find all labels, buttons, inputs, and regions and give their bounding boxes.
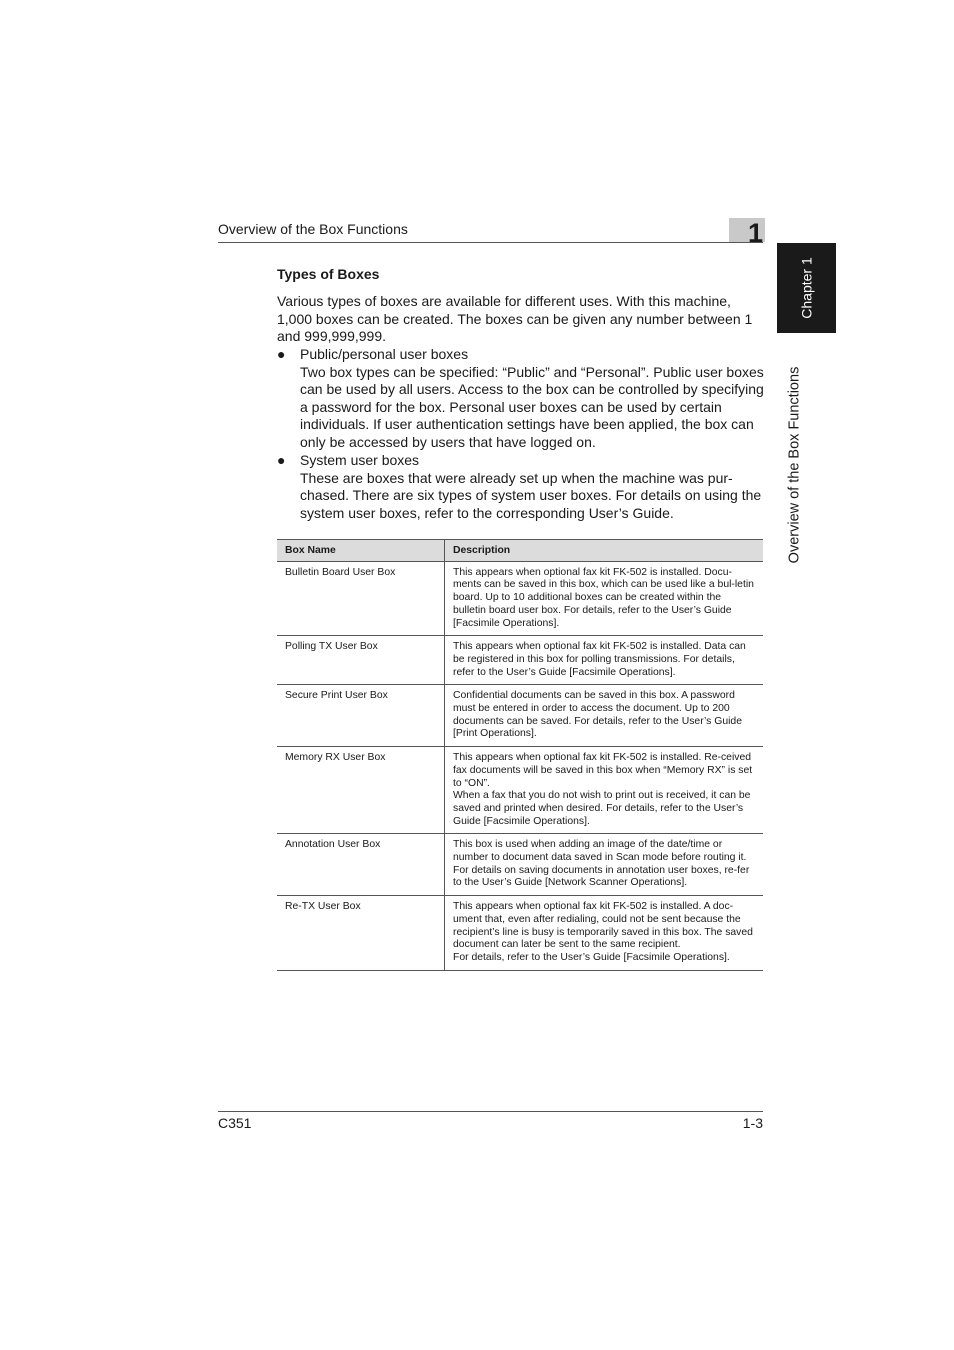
bullet-item (277, 346, 767, 451)
bullet-text: Two box types can be specified: “Public” and “Personal”. Public user boxes can be used by all users. Access to the box can be controlled by specifying a password for the box. Personal user boxes can be used by certain individuals. If user authentication settings have been applied, the box can only be accessed by users that have logged on. (300, 363, 764, 450)
box-name-cell: Re-TX User Box (277, 896, 445, 971)
table-header-row (277, 540, 763, 562)
description-text-continued: For details, refer to the User’s Guide [Facsimile Operations]. (453, 951, 730, 963)
table-row (277, 896, 763, 971)
table-row (277, 636, 763, 685)
table-row (277, 685, 763, 747)
footer-page-number: 1-3 (742, 1115, 763, 1131)
chapter-side-tab (777, 243, 836, 333)
chapter-side-tab-label: Chapter 1 (798, 257, 815, 319)
running-header-title: Overview of the Box Functions (218, 221, 408, 237)
bullet-item (277, 452, 767, 522)
section-side-tab (777, 335, 812, 595)
description-cell (445, 685, 764, 747)
bullet-icon: ● (277, 452, 286, 468)
chapter-number: 1 (747, 218, 763, 248)
description-text: This appears when optional fax kit FK-502 is installed. A doc-ument that, even after redialing, could not be sent because the recipient’s line is busy is temporarily saved in this box. The saved document can later be sent to the same recipient. (453, 901, 753, 951)
bullet-icon: ● (277, 346, 286, 362)
description-cell (445, 636, 764, 685)
description-text: This appears when optional fax kit FK-502 is installed. Data can be registered in this box for polling transmissions. For details, refer to the User’s Guide [Facsimile Operations]. (453, 641, 746, 678)
column-header-box-name: Box Name (277, 540, 445, 562)
description-cell (445, 834, 764, 896)
bullet-text: These are boxes that were already set up when the machine was pur-chased. There are six types of system user boxes. For details on using the system user boxes, refer to the corresponding User’s Guide. (300, 469, 762, 521)
box-types-table (277, 539, 763, 971)
footer-rule (218, 1111, 763, 1112)
header-rule (218, 242, 763, 243)
description-text: This box is used when adding an image of the date/time or number to document data saved in Scan mode before routing it. (453, 839, 747, 864)
box-name-cell: Secure Print User Box (277, 685, 445, 747)
table-row (277, 747, 763, 834)
table-row (277, 834, 763, 896)
box-name-cell: Polling TX User Box (277, 636, 445, 685)
chapter-number-box (729, 218, 765, 248)
description-text-continued: For details on saving documents in annotation user boxes, re-fer to the User’s Guide [Network Scanner Operations]. (453, 864, 750, 889)
description-cell (445, 747, 764, 834)
section-title: Types of Boxes (277, 266, 380, 282)
description-text: This appears when optional fax kit FK-502 is installed. Docu-ments can be saved in this box, which can be used like a bul-letin board. Up to 10 additional boxes can be created within the bulletin board user box. For details, refer to the User’s Guide [Facsimile Operations]. (453, 566, 754, 629)
box-name-cell: Bulletin Board User Box (277, 561, 445, 636)
description-cell (445, 896, 764, 971)
intro-paragraph: Various types of boxes are available for different uses. With this machine, 1,000 boxes can be created. The boxes can be given any number between 1 and 999,999,999. (277, 293, 753, 344)
table-row (277, 561, 763, 636)
description-text: This appears when optional fax kit FK-502 is installed. Re-ceived fax documents will be saved in this box when “Memory RX” is set to “ON”. (453, 752, 753, 789)
column-header-description: Description (445, 540, 764, 562)
description-cell (445, 561, 764, 636)
bullet-title: System user boxes (300, 452, 420, 468)
section-side-tab-label: Overview of the Box Functions (786, 366, 803, 564)
bullet-title: Public/personal user boxes (300, 346, 469, 362)
description-text-continued: When a fax that you do not wish to print out is received, it can be saved and printed when desired. For details, refer to the User’s Guide [Facsimile Operations]. (453, 790, 751, 827)
footer-model: C351 (218, 1115, 252, 1131)
description-text: Confidential documents can be saved in this box. A password must be entered in order to access the document. Up to 200 documents can be saved. For details, refer to the User’s Guide [Print Operations]. (453, 690, 742, 740)
box-name-cell: Memory RX User Box (277, 747, 445, 834)
box-name-cell: Annotation User Box (277, 834, 445, 896)
